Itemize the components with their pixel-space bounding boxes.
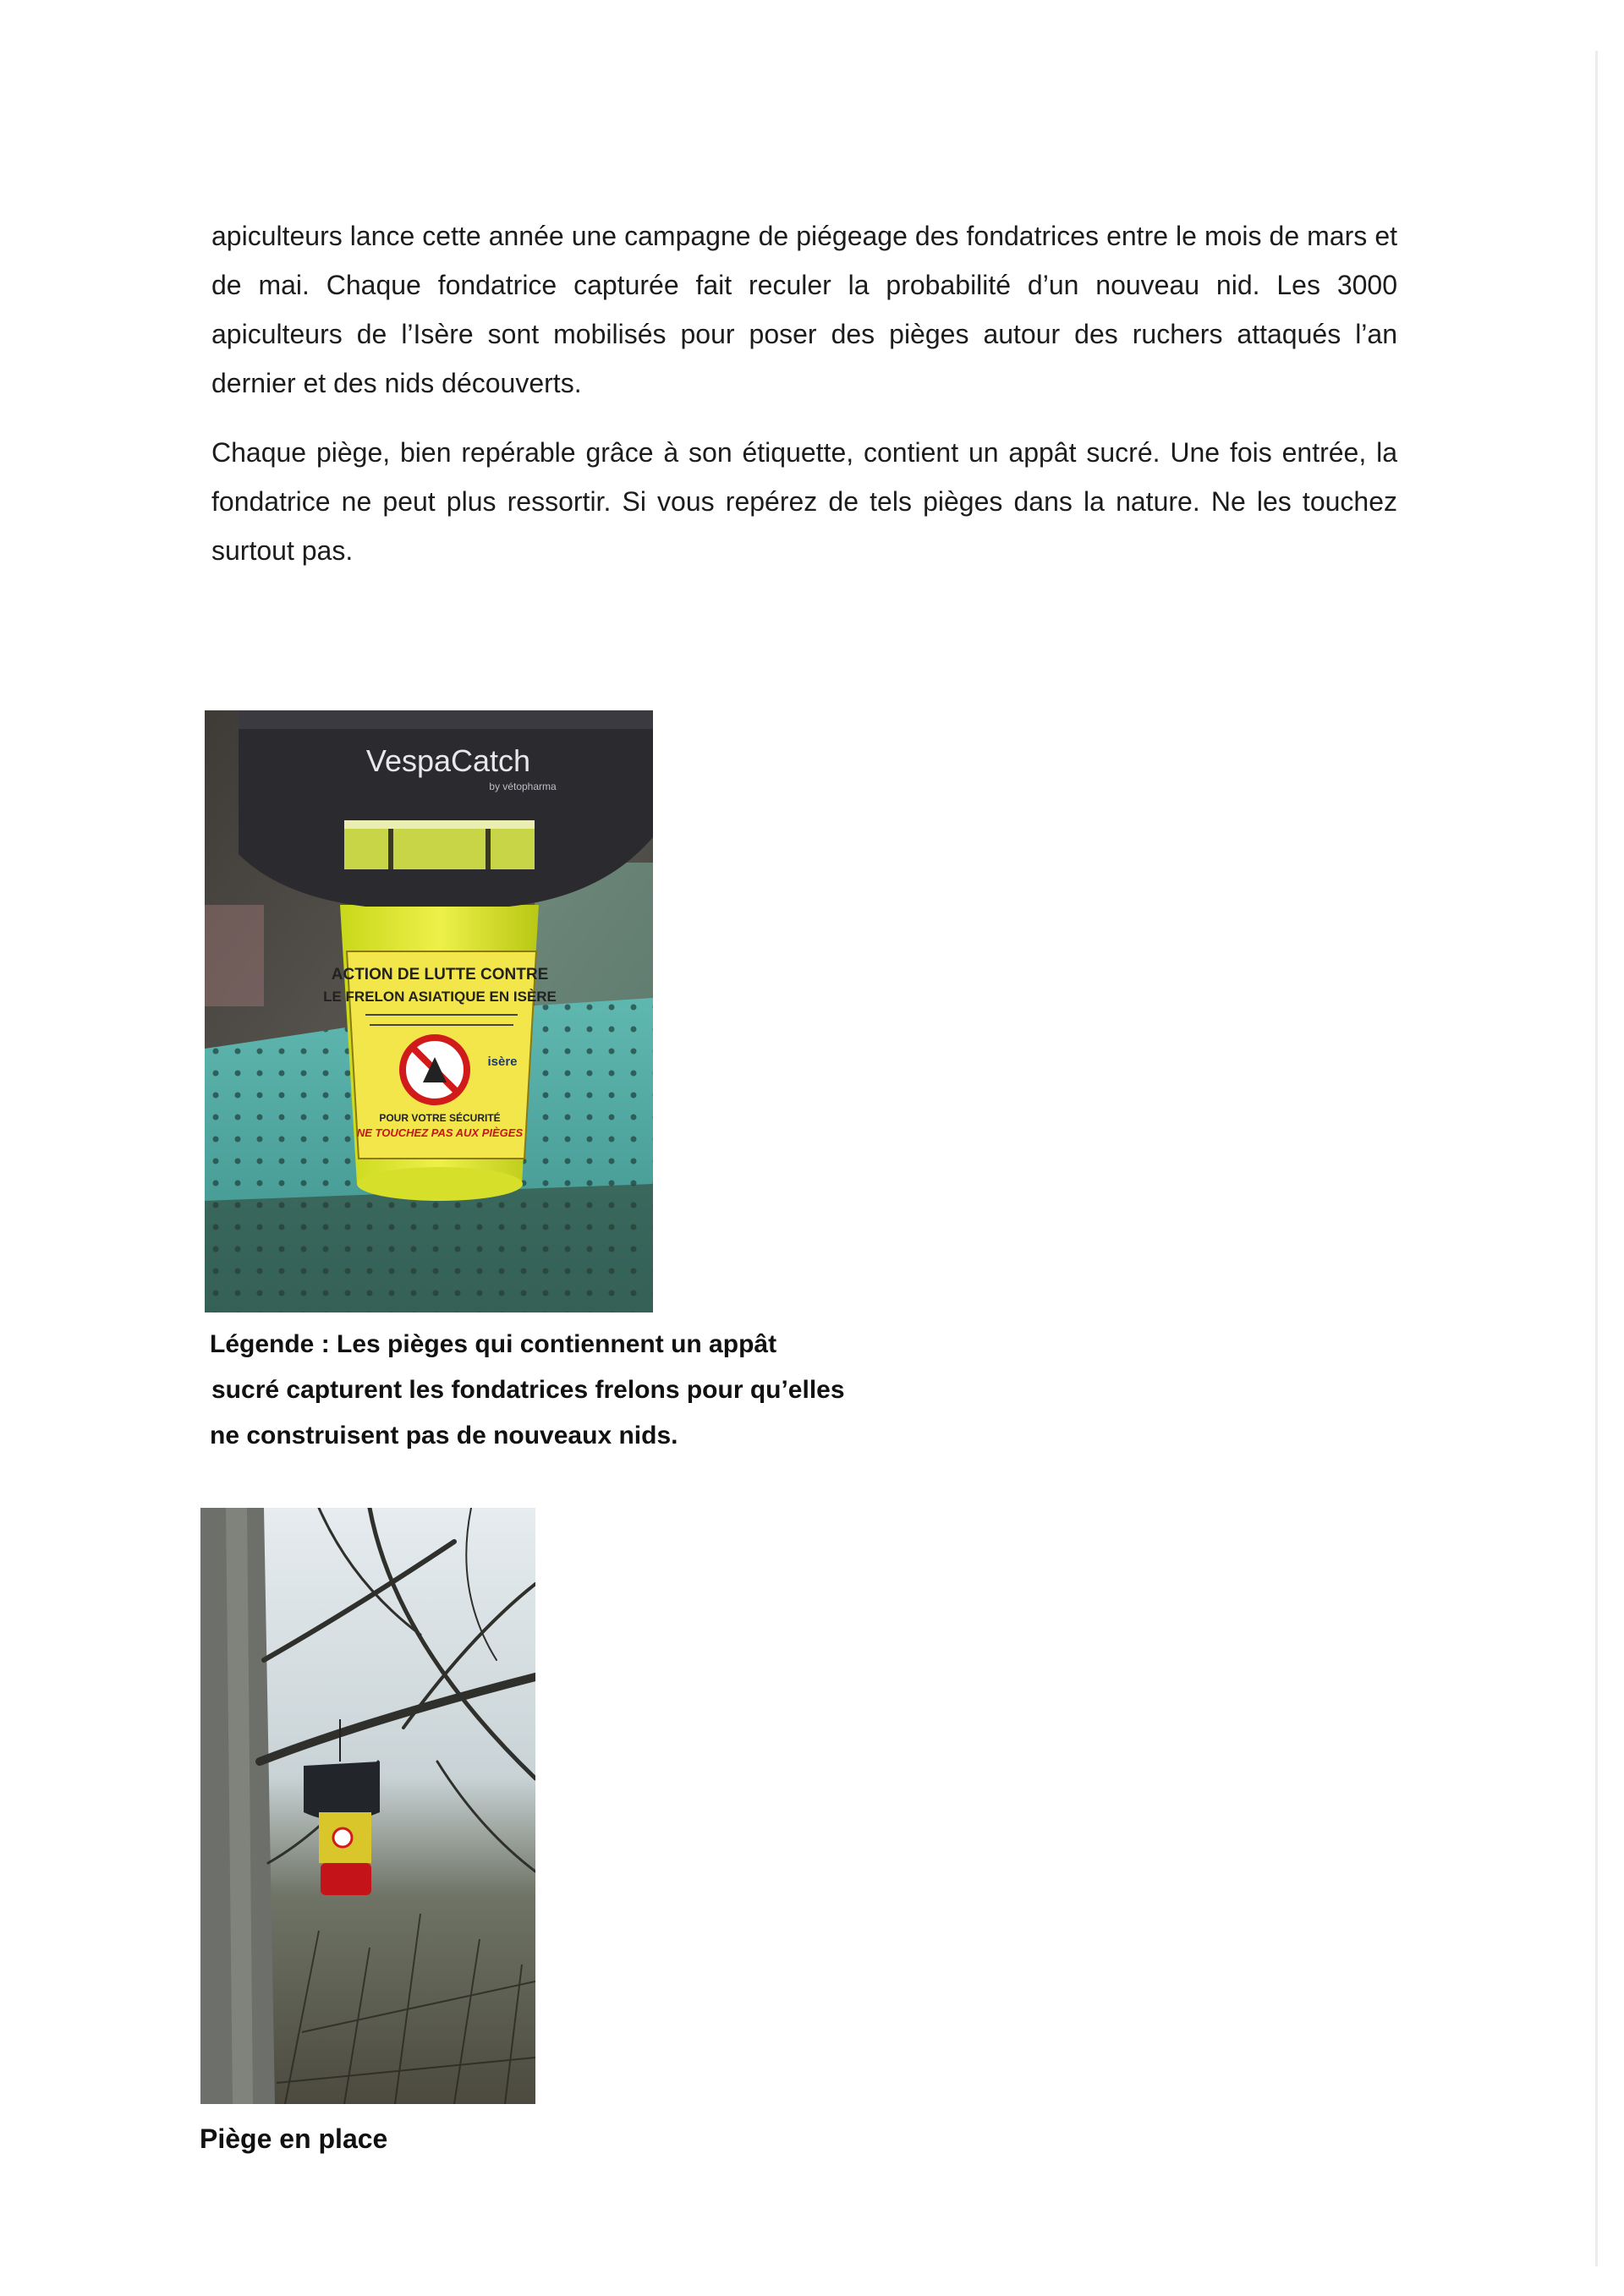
photo-2-caption: Piège en place bbox=[200, 2123, 388, 2154]
label-isere-logo: isère bbox=[487, 1055, 518, 1069]
caption-line-1: Légende : Les pièges qui contiennent un appât bbox=[210, 1330, 777, 1358]
paragraph-intro: apiculteurs lance cette année une campagne de piégeage des fondatrices entre le mois de mars et de mai. Chaque fondatrice capturée fait reculer la probabilité d’un nouveau nid. Les 3000 apiculteurs de l’Isère sont mobilisés pour poser des pièges autour des ruchers attaqués l’an dernier et des nids découverts. bbox=[211, 221, 1397, 398]
caption-line-2: sucré capturent les fondatrices frelons pour qu’elles bbox=[211, 1376, 845, 1404]
trap-closeup-photo bbox=[205, 710, 653, 1312]
scan-edge bbox=[1595, 51, 1598, 2266]
vespacatch-brand: VespaCatch bbox=[365, 743, 531, 778]
caption-line-3: ne construisent pas de nouveaux nids. bbox=[210, 1422, 678, 1449]
paragraph-trap-description: Chaque piège, bien repérable grâce à son étiquette, contient un appât sucré. Une fois entrée, la fondatrice ne peut plus ressortir. Si vous repérez de tels pièges dans la nature. Ne les touchez surtout pas. bbox=[211, 437, 1397, 566]
label-line-2: LE FRELON ASIATIQUE EN ISÈRE bbox=[323, 989, 557, 1005]
photo-1-caption bbox=[210, 1322, 886, 1459]
label-line-1: ACTION DE LUTTE CONTRE bbox=[331, 966, 549, 984]
trap-in-place-photo bbox=[200, 1508, 535, 2104]
label-safety: POUR VOTRE SÉCURITÉ bbox=[379, 1112, 501, 1124]
vespacatch-sub: by vétopharma bbox=[489, 781, 557, 792]
label-warning: NE TOUCHEZ PAS AUX PIÈGES bbox=[356, 1126, 524, 1139]
